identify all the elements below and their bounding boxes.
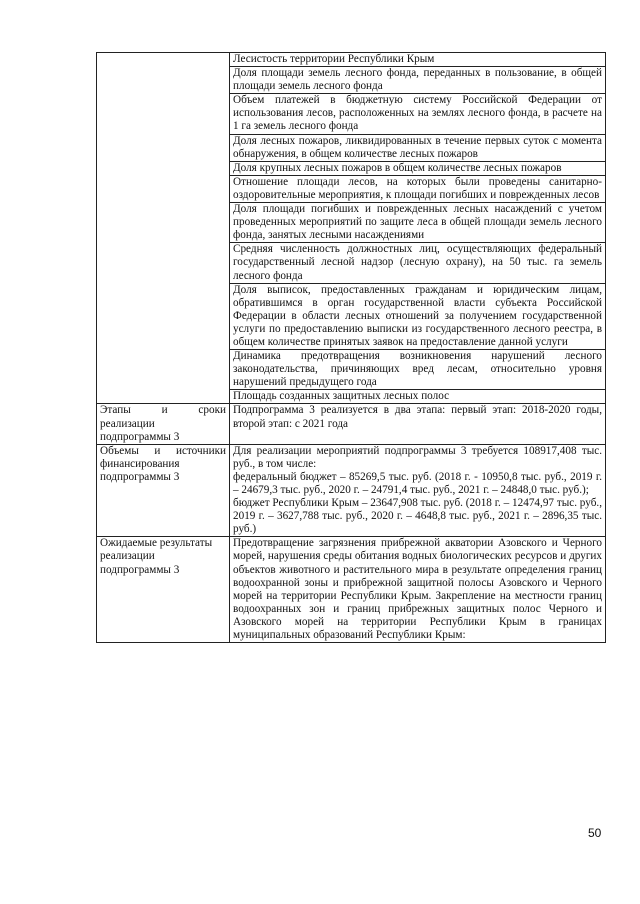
funding-label: Объемы и источники финансирования подпрограммы 3 bbox=[97, 444, 230, 537]
program-passport-table bbox=[96, 52, 606, 643]
stages-label: Этапы и сроки реализации подпрограммы 3 bbox=[97, 404, 230, 444]
indicators-label-cell bbox=[97, 53, 230, 404]
indicator-cell: Объем платежей в бюджетную систему Российской Федерации от использования лесов, расположенных на землях лесного фонда, в расчете на 1 га земель лесного фонда bbox=[230, 94, 606, 134]
stages-text: Подпрограмма 3 реализуется в два этапа: первый этап: 2018-2020 годы, второй этап: с 2021 года bbox=[230, 404, 606, 444]
indicator-cell: Доля выписок, предоставленных гражданам и юридическим лицам, обратившимся в орган государственной власти субъекта Российской Федерации в области лесных отношений за получением государственной услуги по предоставлению выписки из государственного лесного реестра, в общем количестве принятых заявок на предоставление данной услуги bbox=[230, 283, 606, 349]
results-label: Ожидаемые результаты реализации подпрограммы 3 bbox=[97, 537, 230, 643]
funding-total: Для реализации мероприятий подпрограммы 3 требуется 108917,408 тыс. руб., в том числе: bbox=[233, 444, 602, 470]
table-row bbox=[97, 537, 606, 643]
results-text: Предотвращение загрязнения прибрежной акватории Азовского и Черного морей, нарушения среды обитания водных биологических ресурсов и других объектов животного и растительного мира в результате определения границ водоохранной зоны и прибрежной защитной полосы Азовского и Черного морей на территории Республики Крым. Закрепление на местности границ водоохранных зон и границ прибрежных защитных полос Черного и Азовского морей на территории Республики Крым в границах муниципальных образований Республики Крым: bbox=[230, 537, 606, 643]
indicator-cell: Лесистость территории Республики Крым bbox=[230, 53, 606, 67]
funding-cell bbox=[230, 444, 606, 537]
indicator-cell: Доля площади погибших и поврежденных лесных насаждений с учетом проведенных мероприятий по защите леса в общей площади земель лесного фонда, занятых лесными насаждениями bbox=[230, 203, 606, 243]
funding-federal: федеральный бюджет – 85269,5 тыс. руб. (2018 г. - 10950,8 тыс. руб., 2019 г. – 24679,3 тыс. руб., 2020 г. – 24791,4 тыс. руб., 2021 г. – 24848,0 тыс. руб.); bbox=[233, 470, 602, 496]
table-row bbox=[97, 53, 606, 67]
indicator-cell: Доля площади земель лесного фонда, переданных в пользование, в общей площади земель лесного фонда bbox=[230, 67, 606, 94]
indicator-cell: Средняя численность должностных лиц, осуществляющих федеральный государственный лесной надзор (лесную охрану), на 50 тыс. га земель лесного фонда bbox=[230, 243, 606, 283]
funding-regional: бюджет Республики Крым – 23647,908 тыс. руб. (2018 г. – 12474,97 тыс. руб., 2019 г. – 3627,788 тыс. руб., 2020 г. – 4648,8 тыс. руб., 2021 г. – 2896,35 тыс. руб.) bbox=[233, 497, 602, 536]
indicator-cell: Динамика предотвращения возникновения нарушений лесного законодательства, причиняющих вред лесам, относительно уровня нарушений предыдущего года bbox=[230, 350, 606, 390]
table-row bbox=[97, 444, 606, 537]
indicator-cell: Отношение площади лесов, на которых были проведены санитарно-оздоровительные мероприятия, к площади погибших и поврежденных лесов bbox=[230, 175, 606, 202]
table-row bbox=[97, 404, 606, 444]
indicator-cell: Доля крупных лесных пожаров в общем количестве лесных пожаров bbox=[230, 161, 606, 175]
page-number: 50 bbox=[588, 826, 602, 840]
indicator-cell: Доля лесных пожаров, ликвидированных в течение первых суток с момента обнаружения, в общем количестве лесных пожаров bbox=[230, 134, 606, 161]
indicator-cell: Площадь созданных защитных лесных полос bbox=[230, 390, 606, 404]
